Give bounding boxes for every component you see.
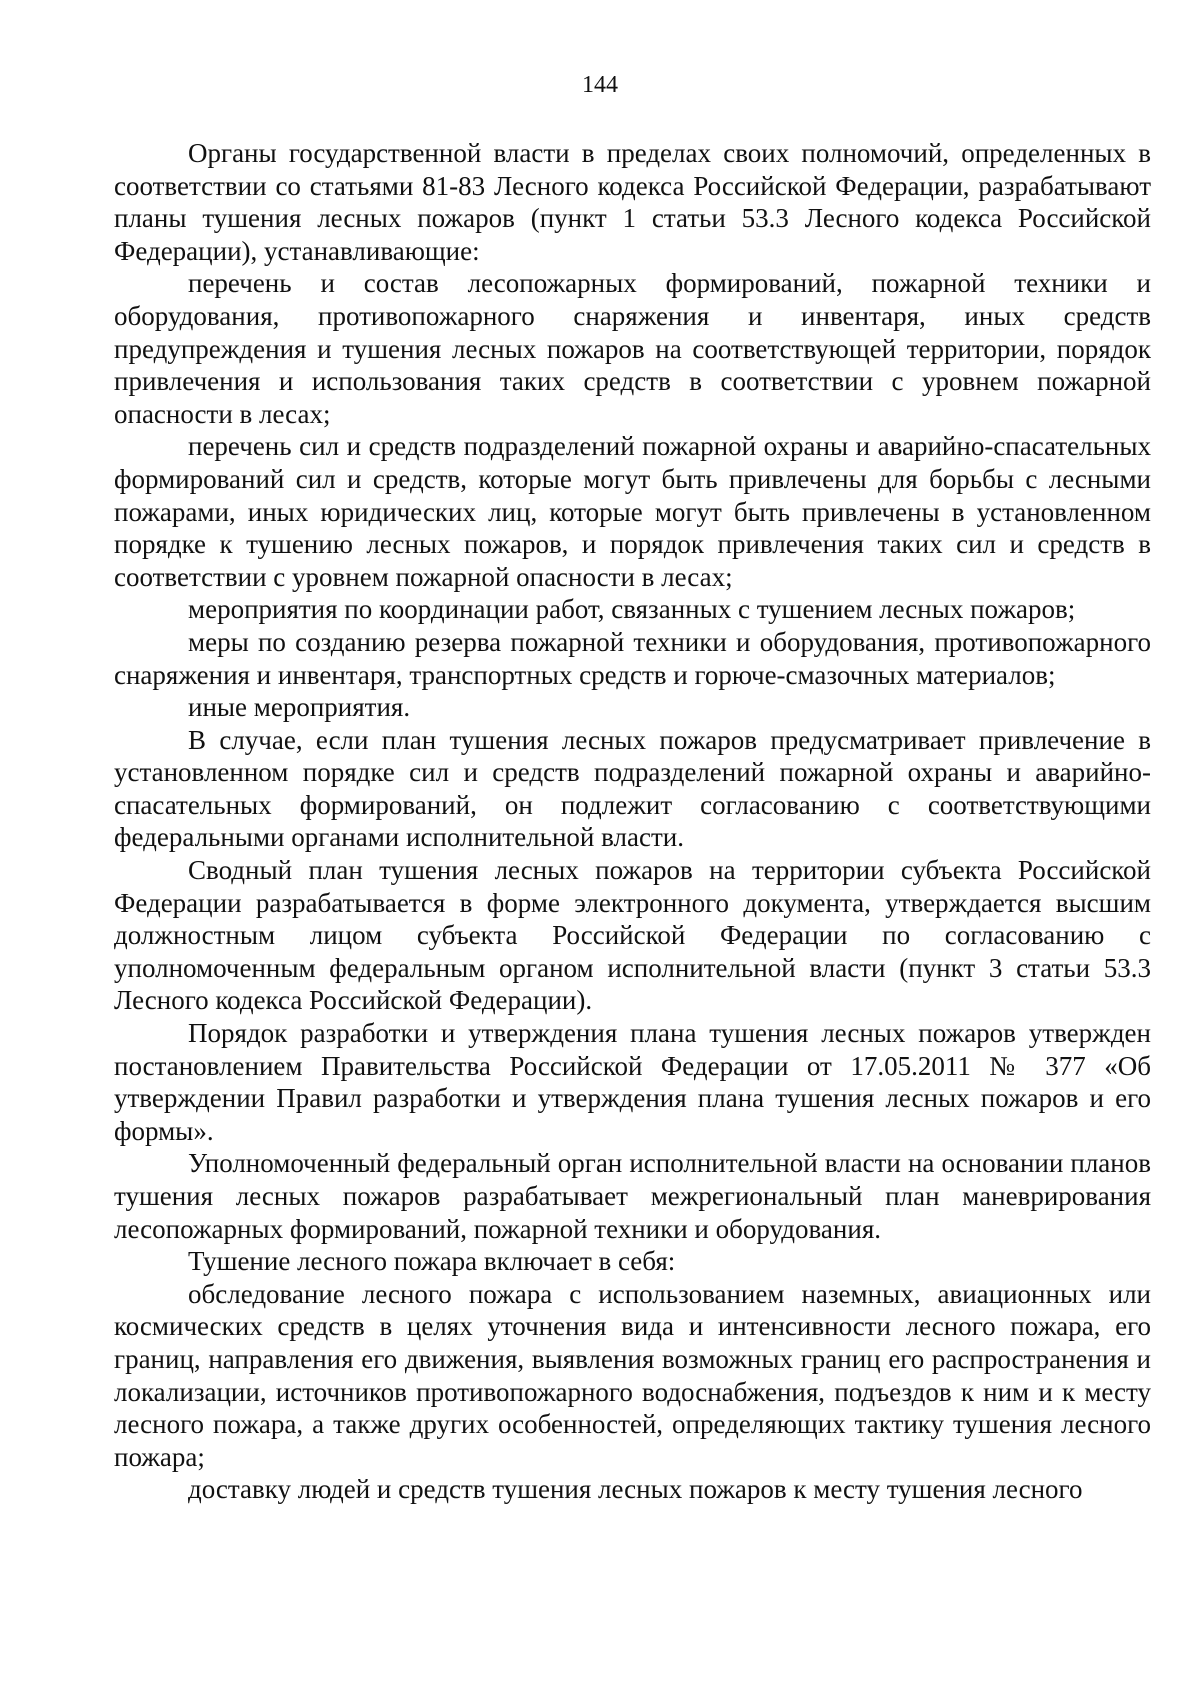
- paragraph-text: В случае, если план тушения лесных пожаров предусматривает привлечение в установленном порядке сил и средств подразделений пожарной охраны и аварийно-спасательных формирований, он подлежит согласованию с соответствующими федеральными органами исполнительной власти.: [114, 724, 1151, 853]
- paragraph-list-item: перечень сил и средств подразделений пожарной охраны и аварийно-спасательных формирований сил и средств, которые могут быть привлечены для борьбы с лесными пожарами, иных юридических лиц, которые могут быть привлечены в установленном порядке к тушению лесных пожаров, и порядок привлечения таких сил и средств в соответствии с уровнем пожарной опасности в лесах;: [114, 431, 1151, 592]
- paragraph-text: Сводный план тушения лесных пожаров на территории субъекта Российской Федерации разрабатывается в форме электронного документа, утверждается высшим должностным лицом субъекта Российской Федерации по согласованию с уполномоченным федеральным органом исполнительной власти (пункт 3 статьи 53.3 Лесного кодекса Российской Федерации).: [114, 855, 1151, 1016]
- paragraph-list-item: меры по созданию резерва пожарной техники и оборудования, противопожарного снаряжения и инвентаря, транспортных средств и горюче-смазочных материалов;: [114, 626, 1151, 690]
- paragraph-text: Тушение лесного пожара включает в себя:: [188, 1246, 676, 1277]
- paragraph-intro: Органы государственной власти в пределах своих полномочий, определенных в соответствии со статьями 81-83 Лесного кодекса Российской Федерации, разрабатывают планы тушения лесных пожаров (пункт 1 статьи 53.3 Лесного кодекса Российской Федерации), устанавливающие:: [114, 138, 1151, 266]
- paragraph-list-item: иные мероприятия.: [188, 692, 411, 723]
- document-body: [114, 137, 1151, 1506]
- paragraph-text: Порядок разработки и утверждения плана тушения лесных пожаров утвержден постановлением Правительства Российской Федерации от 17.05.2011 № 377 «Об утверждении Правил разработки и утверждения плана тушения лесных пожаров и его формы».: [114, 1018, 1151, 1146]
- page-number: 144: [582, 72, 618, 98]
- paragraph-list-item: доставку людей и средств тушения лесных пожаров к месту тушения лесного: [188, 1474, 1083, 1505]
- paragraph-text: Уполномоченный федеральный орган исполнительной власти на основании планов тушения лесных пожаров разрабатывает межрегиональный план маневрирования лесопожарных формирований, пожарной техники и оборудования.: [114, 1148, 1151, 1244]
- paragraph-list-item: перечень и состав лесопожарных формирований, пожарной техники и оборудования, противопожарного снаряжения и инвентаря, иных средств предупреждения и тушения лесных пожаров на соответствующей территории, порядок привлечения и использования таких средств в соответствии с уровнем пожарной опасности в лесах;: [114, 268, 1151, 429]
- paragraph-list-item: обследование лесного пожара с использованием наземных, авиационных или космических средств в целях уточнения вида и интенсивности лесного пожара, его границ, направления его движения, выявления возможных границ его распространения и локализации, источников противопожарного водоснабжения, подъездов к ним и к месту лесного пожара, а также других особенностей, определяющих тактику тушения лесного пожара;: [114, 1278, 1151, 1472]
- paragraph-list-item: мероприятия по координации работ, связанных с тушением лесных пожаров;: [188, 594, 1076, 625]
